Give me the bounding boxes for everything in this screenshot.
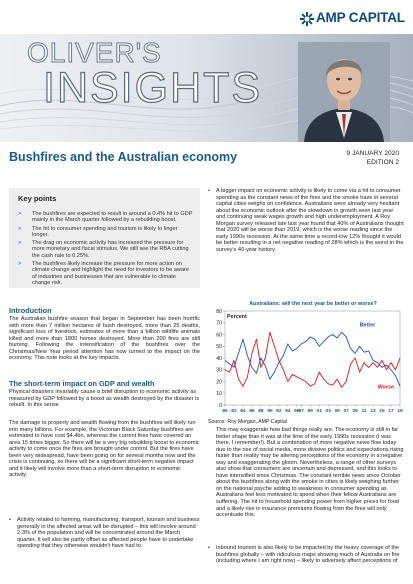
chevron-right-icon: > bbox=[18, 261, 22, 268]
article-date-block bbox=[346, 149, 399, 167]
x-tick-label: 80 bbox=[222, 409, 228, 414]
key-point-item bbox=[18, 261, 193, 286]
short-term-bullet-text: Activity related to farming, manufacturing, transport, tourism and business generally in the affected areas will be disrupted – this will involve around 2-3% of the population and will be concentrated around the March quarter. It will also be partly offset as affected people have to undertake spending that they otherwise wouldn't have had to. bbox=[17, 517, 200, 550]
chart-source: Source: Roy Morgan, AMP Capital bbox=[208, 419, 287, 425]
x-tick-label: 15 bbox=[379, 409, 385, 414]
y-tick-label: 60 bbox=[216, 332, 222, 339]
x-tick-label: 92 bbox=[276, 409, 282, 414]
right-bullet-bottom-text: Inbound tourism is also likely to be impacted by the heavy coverage of the bushfires globally – with ridiculous maps showing much of Australia on fire (including where I am right now) – likely to adversely affect perceptions of bbox=[216, 545, 400, 565]
key-point-text: The drag on economic activity has increased the pressure for more monetary and fiscal stimulus. We still see the RBA cutting the cash rate to 0.25%. bbox=[32, 240, 189, 259]
banner-title-line2: INSIGHTS bbox=[43, 64, 263, 112]
y-tick-label: 30 bbox=[216, 367, 222, 374]
better-worse-line-chart bbox=[208, 301, 404, 418]
article-date: 9 JANUARY 2020 bbox=[346, 150, 399, 157]
x-tick-label: 97 bbox=[298, 409, 304, 414]
amp-capital-logo bbox=[299, 7, 405, 33]
right-bullet-bottom bbox=[208, 545, 404, 565]
key-point-text: The hit to consumer spending and tourism is likely to linger longer. bbox=[32, 225, 178, 238]
amp-capital-logo-icon bbox=[299, 11, 315, 27]
x-tick-label: 96 bbox=[294, 409, 300, 414]
y-tick-label: 50 bbox=[216, 344, 222, 351]
right-body: This may exaggerate how bad things really are. The economy is still in far better shape than it was at the time of the early 1990s recession (I was there, I remember!). But a combination of more negative news flow today due to the rise of social media, more divisive politics and expectations rising faster than reality may be altering perceptions of the economy in a negative way and exaggerating the gloom. Nevertheless, a range of other surveys also show that consumers are uncertain and depressed, and this looks to have intensified since Christmas. The constant terrible news since October about the bushfires along with the smoke in cities is likely weighing further on the national psyche adding to weakness in consumer spending as Australians feel less motivated to spend when their fellow Australians are suffering. The hit to household spending power from higher prices for food and a likely rise in insurance premiums flowing from the fires will only accentuate this. bbox=[216, 427, 404, 519]
key-point-item bbox=[18, 226, 193, 239]
short-term-bullet bbox=[9, 517, 200, 550]
key-points-list bbox=[18, 211, 193, 286]
y-tick-label: 20 bbox=[216, 379, 222, 386]
key-points-box bbox=[9, 188, 200, 288]
x-tick-label: 88 bbox=[258, 409, 264, 414]
bullet-icon: • bbox=[208, 188, 210, 194]
x-tick-label: 99 bbox=[307, 409, 313, 414]
series-line-worse bbox=[225, 332, 400, 387]
x-tick-label: 13 bbox=[370, 409, 376, 414]
brand-name: AMP CAPITAL bbox=[316, 10, 405, 25]
series-label-better: Better bbox=[359, 322, 376, 329]
short-term-para2: The damage to property and wealth flowing from the bushfires will likely run into many billions. For example, the Victorian Black Saturday bushfires are estimated to have cost $4.4bn, whereas the current fires have covered an area 15 times bigger. So there will be a very big rebuilding boost to economic activity to come once the fires are brought under control. But the fires have been very widespread, have been going on for several months now and the crisis is continuing, so there will be a significant short-term negative impact and it likely will involve more than a short-term disruption to economic activity. bbox=[9, 420, 200, 479]
x-tick-label: 82 bbox=[231, 409, 237, 414]
y-tick-label: 70 bbox=[216, 320, 222, 327]
key-points-heading: Key points bbox=[18, 194, 57, 203]
x-tick-label: 19 bbox=[397, 409, 403, 414]
x-tick-label: 09 bbox=[352, 409, 358, 414]
x-tick-label: 86 bbox=[249, 409, 255, 414]
bullet-icon: • bbox=[9, 517, 11, 523]
x-tick-label: 90 bbox=[267, 409, 273, 414]
key-point-item bbox=[18, 211, 193, 224]
y-tick-label: 0 bbox=[219, 402, 222, 409]
x-tick-label: 05 bbox=[334, 409, 340, 414]
author-portrait bbox=[298, 42, 390, 142]
banner-title-line1: OLIVER'S bbox=[27, 37, 162, 68]
key-point-text: The bushfires are expected to result in around a 0.4% hit to GDP mainly in the March quarter followed by a rebuilding boost. bbox=[32, 211, 193, 224]
series-label-worse: Worse bbox=[377, 384, 394, 391]
x-tick-label: 84 bbox=[240, 409, 246, 414]
article-edition: EDITION 2 bbox=[366, 159, 399, 166]
x-tick-label: 94 bbox=[285, 409, 291, 414]
introduction-heading: Introduction bbox=[9, 306, 52, 315]
article-title: Bushfires and the Australian economy bbox=[9, 150, 238, 164]
insights-banner bbox=[0, 34, 413, 142]
short-term-heading: The short-term impact on GDP and wealth bbox=[9, 379, 155, 388]
right-bullet-top bbox=[208, 188, 404, 253]
x-tick-label: 17 bbox=[388, 409, 394, 414]
y-tick-label: 80 bbox=[216, 308, 222, 315]
chevron-right-icon: > bbox=[18, 225, 22, 232]
x-tick-label: 07 bbox=[343, 409, 349, 414]
chevron-right-icon: > bbox=[18, 240, 22, 247]
right-bullet-top-text: A bigger impact on economic activity is likely to come via a hit to consumer spending as the constant news of the fires and the smoke haze in several capital cities weighs on confidence. Australians were already very hesitant about the economic outlook after the slowdown in growth seen last year and continuing weak wages growth and high underemployment. A Roy Morgan survey released late last year found that 40% of Australians thought that 2020 will be worse than 2019, which is the worse reading since the early 1990s recession. At the same time a record-low 12% thought it would be better resulting in a net negative reading of 28% which is the worst in the survey's 40-year history. bbox=[216, 188, 404, 253]
y-tick-label: 40 bbox=[216, 355, 222, 362]
key-point-item bbox=[18, 240, 193, 259]
x-tick-label: 03 bbox=[325, 409, 331, 414]
chart-title: Australians: will the next year be better or worse? bbox=[249, 301, 377, 307]
key-point-text: The bushfires likely increase the pressure for more action on climate change and highlight the need for investors to be aware of industries and businesses that are vulnerable to climate change risk. bbox=[32, 261, 190, 286]
chevron-right-icon: > bbox=[18, 211, 22, 217]
x-tick-label: 01 bbox=[316, 409, 322, 414]
short-term-para1: Physical disasters invariably cause a brief disruption to economic activity as measured by GDP followed by a boost as wealth destroyed by the disaster is rebuilt. In this sense bbox=[9, 389, 200, 409]
x-tick-label: 11 bbox=[361, 409, 367, 414]
y-axis-label: Percent bbox=[227, 314, 247, 320]
y-tick-label: 10 bbox=[216, 391, 222, 398]
introduction-body: The Australian bushfire season that began in September has been horrific with more than 7 million hectares of bush destroyed, more than 25 deaths, significant loss of livestock, estimates of more than a billion wildlife animals killed and more than 1800 homes destroyed. More than 200 fires are still burning. Following the intensification of the bushfires over the Christmas/New Year period attention has now turned to the impact on the economy. This note looks at the key impacts. bbox=[9, 316, 200, 362]
bullet-icon: • bbox=[208, 545, 210, 551]
